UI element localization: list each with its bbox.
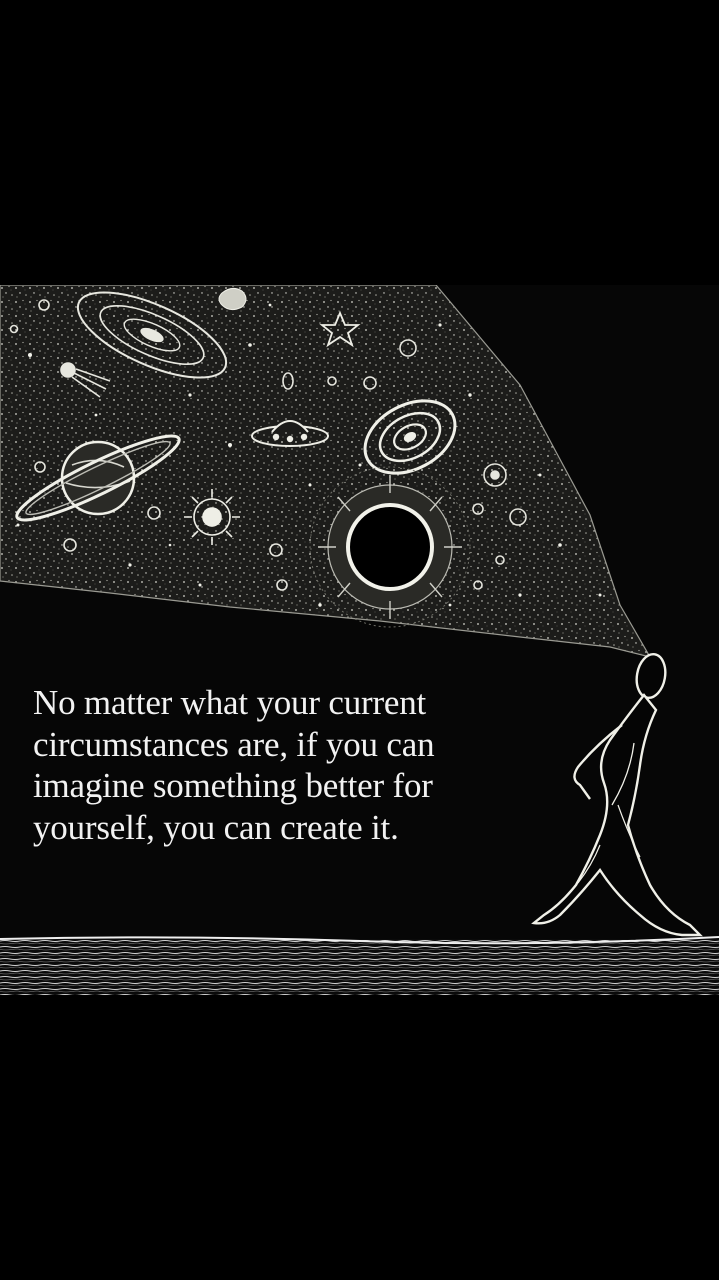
quote-image[interactable] (0, 285, 719, 995)
quote-line: No matter what your current (33, 683, 427, 722)
walking-figure (534, 652, 700, 935)
quote-line: imagine something better for (33, 766, 433, 805)
quote-line: yourself, you can create it. (33, 807, 399, 847)
asteroid-icon (219, 288, 246, 309)
ground (0, 939, 719, 995)
quote-text (33, 682, 553, 848)
cosmos-illustration (0, 285, 719, 995)
quote-line: circumstances are, if you can (33, 724, 435, 764)
